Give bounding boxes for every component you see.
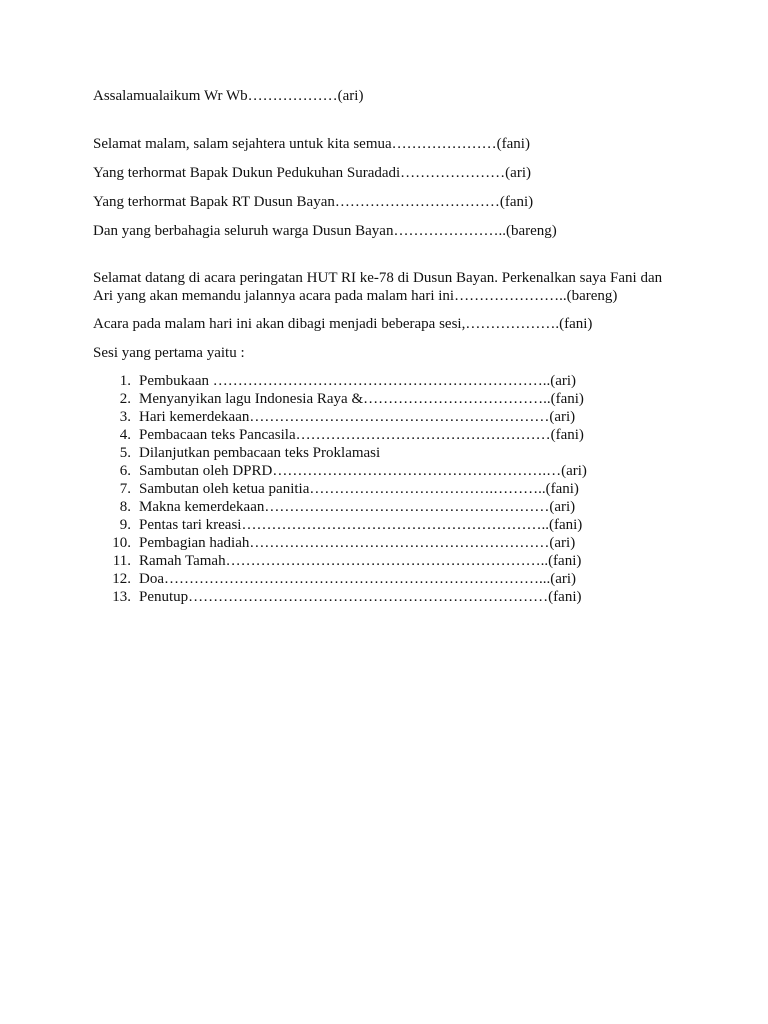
list-item <box>93 534 673 552</box>
list-item-text: Sambutan oleh ketua panitia……………………………….………..(fani) <box>139 481 579 497</box>
list-item-text: Dilanjutkan pembacaan teks Proklamasi <box>139 445 381 461</box>
document-page <box>93 86 673 606</box>
list-item-number: 8. <box>119 499 131 515</box>
list-item <box>93 516 673 534</box>
list-item-number: 11. <box>112 553 131 569</box>
list-item-number: 7. <box>119 481 131 497</box>
list-item <box>93 552 673 570</box>
list-item-text: Penutup………………………………………………………………(fani) <box>139 589 582 605</box>
list-item-number: 3. <box>119 409 131 425</box>
list-item-text: Pentas tari kreasi……………………………………………………..(fani) <box>139 517 583 533</box>
list-item-number: 9. <box>119 517 131 533</box>
list-item <box>93 588 673 606</box>
greeting-line-2: Yang terhormat Bapak Dukun Pedukuhan Suradadi…………………(ari) <box>93 165 531 181</box>
list-item <box>93 570 673 588</box>
list-item <box>93 390 673 408</box>
list-item <box>93 462 673 480</box>
list-item-number: 4. <box>119 427 131 443</box>
list-item-number: 2. <box>119 391 131 407</box>
list-item-number: 6. <box>119 463 131 479</box>
list-item <box>93 444 673 462</box>
first-session-label: Sesi yang pertama yaitu : <box>93 345 245 361</box>
list-item <box>93 480 673 498</box>
list-item-number: 10. <box>112 535 131 551</box>
opening-greeting: Assalamualaikum Wr Wb………………(ari) <box>93 88 364 104</box>
list-item-text: Makna kemerdekaan…………………………………………………(ari) <box>139 499 576 515</box>
list-item-number: 1. <box>119 373 131 389</box>
list-item-number: 12. <box>112 571 131 587</box>
list-item-text: Menyanyikan lagu Indonesia Raya &………………………………..(fani) <box>139 391 584 407</box>
list-item <box>93 426 673 444</box>
welcome-paragraph: Selamat datang di acara peringatan HUT RI ke-78 di Dusun Bayan. Perkenalkan saya Fani dan Ari yang akan memandu jalannya acara pada malam hari ini…………………..(bareng) <box>93 270 663 304</box>
session-list <box>93 372 673 606</box>
list-item-text: Pembacaan teks Pancasila……………………………………………(fani) <box>139 427 584 443</box>
greeting-line-4: Dan yang berbahagia seluruh warga Dusun Bayan…………………..(bareng) <box>93 223 557 239</box>
greeting-line-3: Yang terhormat Bapak RT Dusun Bayan……………………………(fani) <box>93 194 534 210</box>
list-item-text: Ramah Tamah………………………………………………………..(fani) <box>139 553 582 569</box>
list-item-text: Pembagian hadiah……………………………………………………(ari) <box>139 535 576 551</box>
list-item-number: 13. <box>112 589 131 605</box>
list-item <box>93 498 673 516</box>
list-item-text: Pembukaan …………………………………………………………..(ari) <box>139 373 577 389</box>
list-item-text: Sambutan oleh DPRD……………………………………………….…(ari) <box>139 463 587 479</box>
list-item <box>93 408 673 426</box>
list-item-text: Hari kemerdekaan……………………………………………………(ari) <box>139 409 576 425</box>
agenda-intro: Acara pada malam hari ini akan dibagi menjadi beberapa sesi,……………….(fani) <box>93 316 593 332</box>
greeting-line-1: Selamat malam, salam sejahtera untuk kita semua…………………(fani) <box>93 136 530 152</box>
list-item <box>93 372 673 390</box>
list-item-text: Doa…………………………………………………………………...(ari) <box>139 571 577 587</box>
list-item-number: 5. <box>119 445 131 461</box>
